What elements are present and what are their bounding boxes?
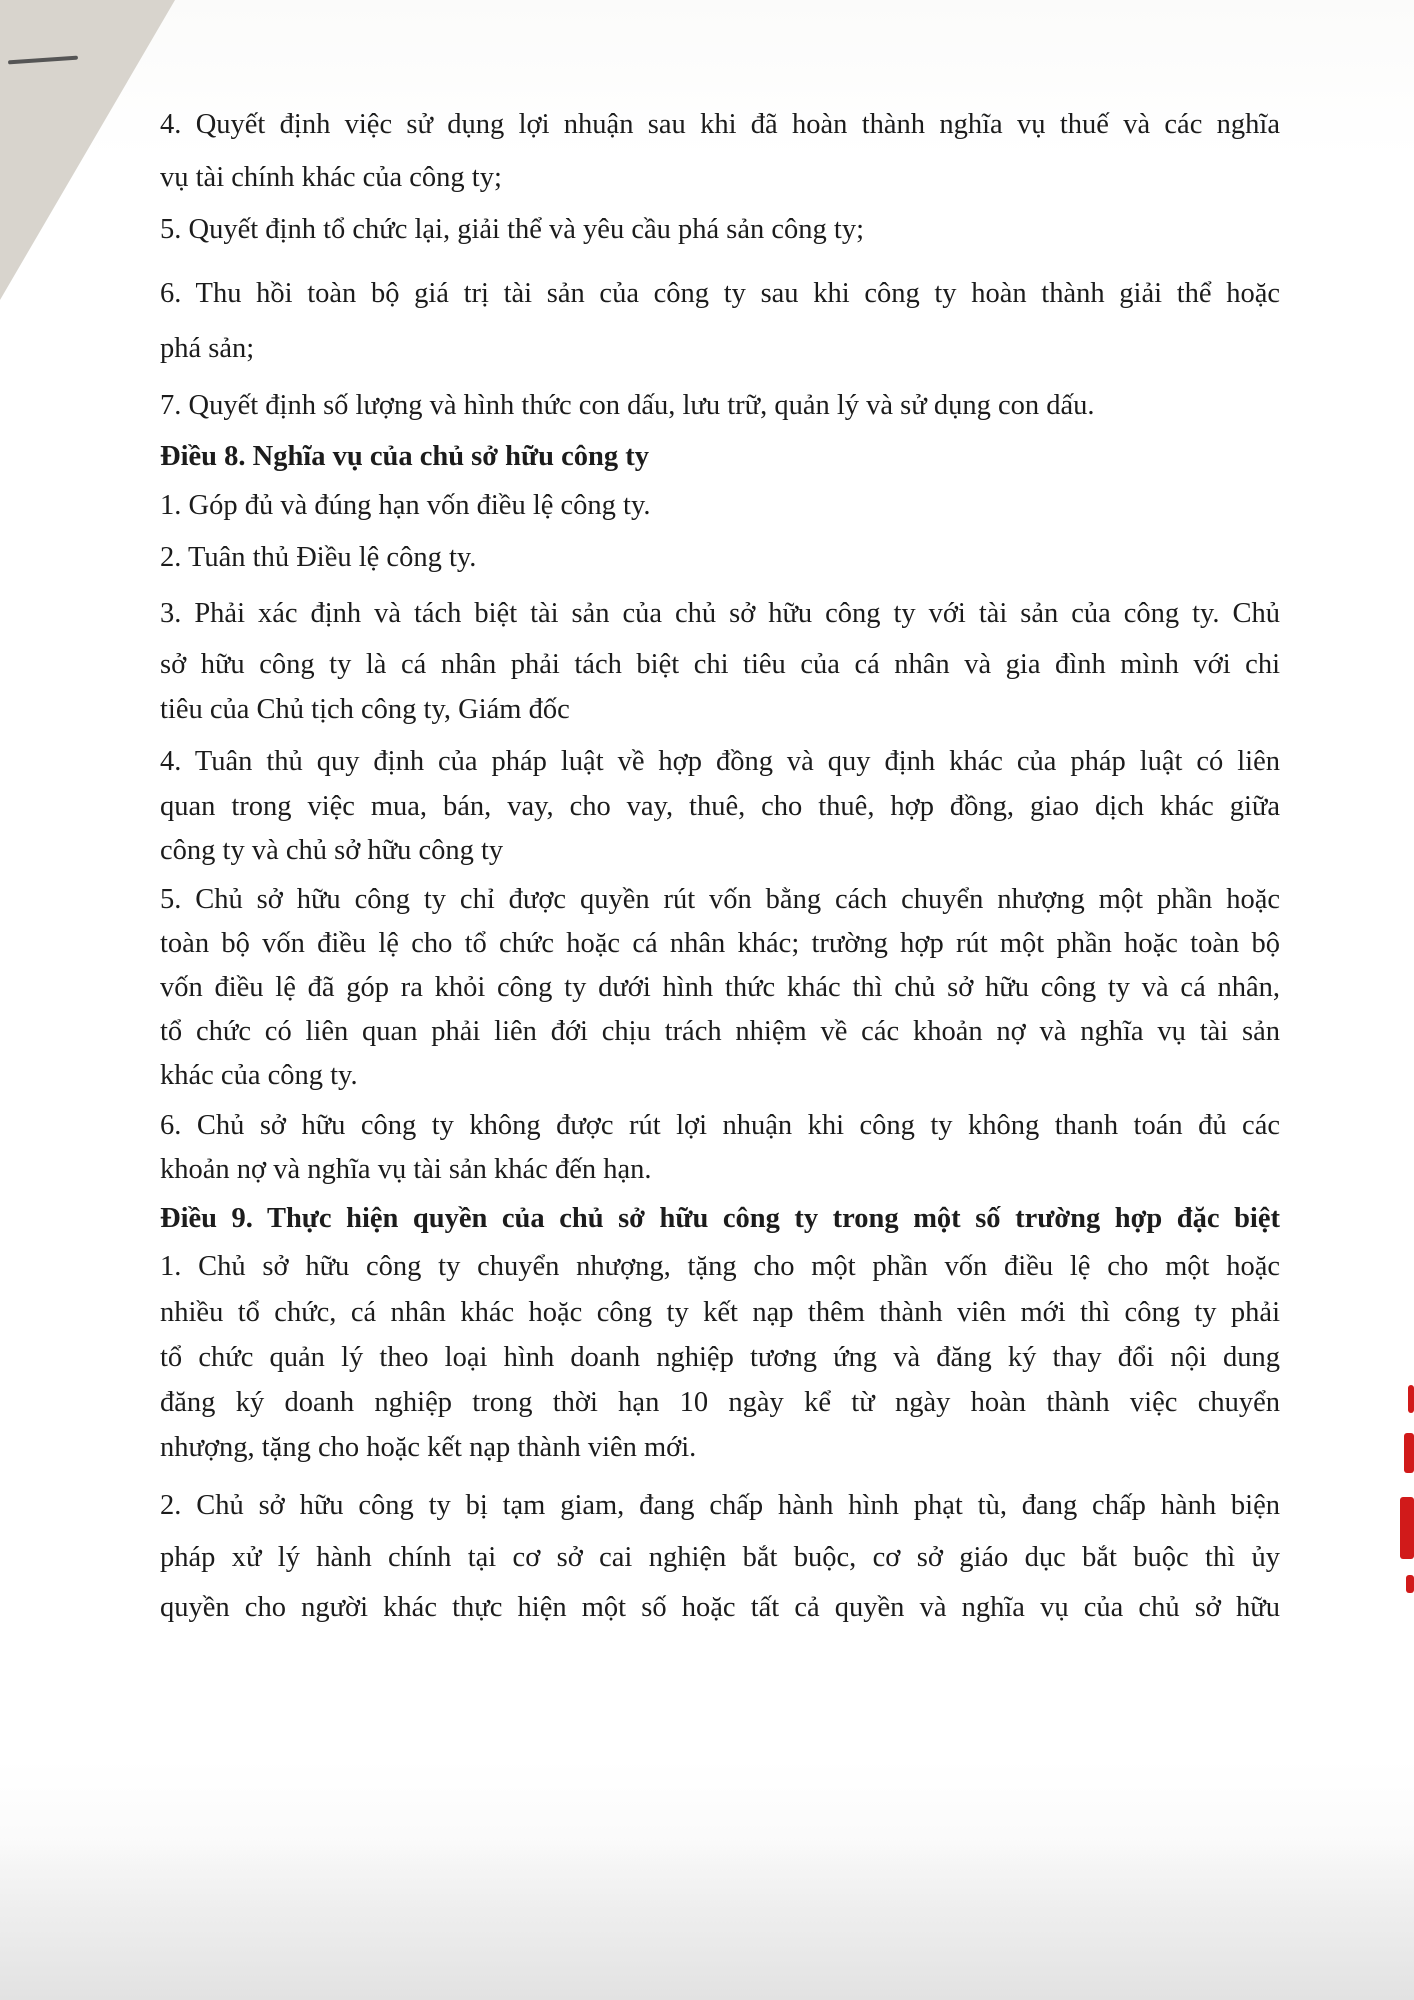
text-line: 6. Chủ sở hữu công ty không được rút lợi nhuận khi công ty không thanh toán đủ các — [160, 1110, 1280, 1141]
text-line: 6. Thu hồi toàn bộ giá trị tài sản của công ty sau khi công ty hoàn thành giải thể hoặc — [160, 278, 1280, 309]
text-line: tiêu của Chủ tịch công ty, Giám đốc — [160, 694, 570, 725]
text-line: nhượng, tặng cho hoặc kết nạp thành viên mới. — [160, 1432, 697, 1463]
text-line: khoản nợ và nghĩa vụ tài sản khác đến hạn. — [160, 1154, 652, 1185]
article-7-item-7 — [160, 379, 1280, 433]
article-8-item-6 — [160, 1099, 1280, 1197]
text-line: pháp xử lý hành chính tại cơ sở cai nghiện bắt buộc, cơ sở giáo dục bắt buộc thì ủy — [160, 1542, 1280, 1573]
article-9-heading: Điều 9. Thực hiện quyền của chủ sở hữu công ty trong một số trường hợp đặc biệt — [160, 1203, 1280, 1234]
article-8-item-5 — [160, 873, 1280, 1103]
text-line: 1. Góp đủ và đúng hạn vốn điều lệ công ty. — [160, 490, 651, 521]
article-7-item-6 — [160, 267, 1280, 376]
text-line: 5. Quyết định tổ chức lại, giải thể và yêu cầu phá sản công ty; — [160, 214, 864, 245]
text-line: công ty và chủ sở hữu công ty — [160, 835, 504, 866]
article-9-item-1 — [160, 1240, 1280, 1475]
text-line: vốn điều lệ đã góp ra khỏi công ty dưới hình thức khác thì chủ sở hữu công ty và cá nhân, — [160, 972, 1280, 1003]
text-line: vụ tài chính khác của công ty; — [160, 162, 502, 193]
text-line: 4. Tuân thủ quy định của pháp luật về hợp đồng và quy định khác của pháp luật có liên — [160, 746, 1280, 777]
text-line: quan trong việc mua, bán, vay, cho vay, thuê, cho thuê, hợp đồng, giao dịch khác giữa — [160, 791, 1280, 822]
document-body — [160, 98, 1280, 1635]
text-line: phá sản; — [160, 333, 255, 364]
article-9-item-2 — [160, 1479, 1280, 1635]
text-line: nhiều tổ chức, cá nhân khác hoặc công ty kết nạp thêm thành viên mới thì công ty phải — [160, 1297, 1280, 1328]
text-line: tổ chức quản lý theo loại hình doanh nghiệp tương ứng và đăng ký thay đổi nội dung — [160, 1342, 1280, 1373]
text-line: toàn bộ vốn điều lệ cho tổ chức hoặc cá nhân khác; trường hợp rút một phần hoặc toàn bộ — [160, 928, 1280, 959]
text-line: quyền cho người khác thực hiện một số hoặc tất cả quyền và nghĩa vụ của chủ sở hữu — [160, 1592, 1280, 1623]
article-7-item-4 — [160, 98, 1280, 205]
text-line: tổ chức có liên quan phải liên đới chịu trách nhiệm về các khoản nợ và nghĩa vụ tài sản — [160, 1016, 1280, 1047]
article-8-item-1 — [160, 479, 1280, 533]
article-8-item-2 — [160, 531, 1280, 585]
text-line: 7. Quyết định số lượng và hình thức con dấu, lưu trữ, quản lý và sử dụng con dấu. — [160, 390, 1095, 421]
text-line: 5. Chủ sở hữu công ty chỉ được quyền rút vốn bằng cách chuyển nhượng một phần hoặc — [160, 884, 1280, 915]
article-8-item-3 — [160, 587, 1280, 737]
article-8-heading: Điều 8. Nghĩa vụ của chủ sở hữu công ty — [160, 441, 649, 472]
red-stamp-edge — [1398, 1385, 1414, 1605]
folded-corner — [0, 0, 175, 300]
scan-shadow — [0, 1840, 1414, 2000]
article-8-item-4 — [160, 735, 1280, 878]
text-line: 3. Phải xác định và tách biệt tài sản của chủ sở hữu công ty với tài sản của công ty. Chủ — [160, 598, 1280, 629]
text-line: khác của công ty. — [160, 1060, 358, 1091]
text-line: 2. Tuân thủ Điều lệ công ty. — [160, 542, 477, 573]
text-line: 2. Chủ sở hữu công ty bị tạm giam, đang chấp hành hình phạt tù, đang chấp hành biện — [160, 1490, 1280, 1521]
text-line: đăng ký doanh nghiệp trong thời hạn 10 ngày kể từ ngày hoàn thành việc chuyển — [160, 1387, 1280, 1418]
text-line: 4. Quyết định việc sử dụng lợi nhuận sau khi đã hoàn thành nghĩa vụ thuế và các nghĩa — [160, 109, 1280, 140]
text-line: 1. Chủ sở hữu công ty chuyển nhượng, tặng cho một phần vốn điều lệ cho một hoặc — [160, 1251, 1280, 1282]
text-line: sở hữu công ty là cá nhân phải tách biệt chi tiêu của cá nhân và gia đình mình với chi — [160, 649, 1280, 680]
article-7-item-5 — [160, 203, 1280, 257]
